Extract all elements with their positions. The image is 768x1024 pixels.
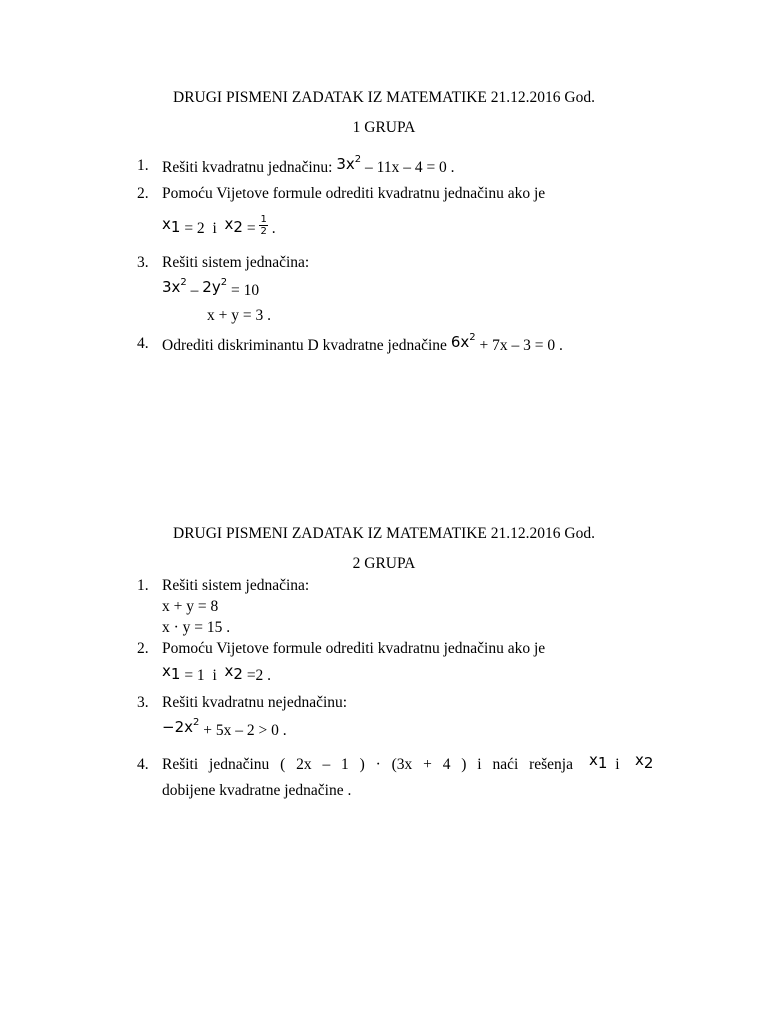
group2-item2-x2-val: =2 . <box>242 667 272 684</box>
group1-item2-frac-num: 1 <box>260 214 267 225</box>
group1-item2-values <box>162 214 276 241</box>
group2-item3-eq <box>162 717 287 740</box>
group1-item2-x2: x <box>224 215 234 234</box>
group2-item2-x2: x <box>224 662 234 680</box>
group1-item3-a-exp: 2 <box>180 277 187 288</box>
group1-item1-text: Rešiti kvadratnu jednačinu: <box>162 159 333 176</box>
group1-item1-number: 1. <box>137 157 149 174</box>
group1-item3-minus: – <box>190 282 199 299</box>
group1-item3-eq1 <box>162 277 260 300</box>
group1-item3-number: 3. <box>137 254 149 271</box>
group2-item4-roots <box>589 751 654 776</box>
group1-item4-number: 4. <box>137 335 149 352</box>
group1-item3-a: 3x <box>162 278 181 296</box>
group2-item3-text: Rešiti kvadratnu nejednačinu: <box>162 694 348 711</box>
group1-item1-coef: 3x <box>336 155 355 173</box>
group2-item1-eq1: x + y = 8 <box>162 598 219 615</box>
group2-item2-x1: x <box>162 662 171 680</box>
group1-item2-fraction <box>259 214 267 237</box>
group1-item2-text: Pomoću Vijetove formule odrediti kvadratnu jednačinu ako je <box>162 185 546 202</box>
group2-item1-eq2: x · y = 15 . <box>162 619 231 636</box>
group2-item2-and: i <box>212 667 217 684</box>
group1-item2-x1-val: = 2 <box>180 220 205 238</box>
group2-item4-text: Rešiti jednačinu ( 2x – 1 ) · (3x + 4 ) i naći rešenja <box>162 756 573 773</box>
group2-item1-number: 1. <box>137 577 149 594</box>
group2-item2-x1-sub: 1 <box>170 665 181 683</box>
group2-item3-exp: 2 <box>193 717 200 728</box>
group1-item2-x2-sub: 2 <box>233 218 243 237</box>
group2-item2-x1-val: = 1 <box>180 667 205 684</box>
group1-item2-eq: = <box>242 220 256 238</box>
group1-item2-and: i <box>212 220 217 238</box>
group1-item1-rest: – 11x – 4 = 0 . <box>361 159 455 176</box>
group1-item1-exp: 2 <box>354 154 362 165</box>
group2-item4-and: i <box>615 756 620 773</box>
group2-item3-coef: −2x <box>162 718 193 736</box>
group1-item4-exp: 2 <box>469 332 476 343</box>
group2-item4-x2: x <box>635 751 644 769</box>
group1-heading: DRUGI PISMENI ZADATAK IZ MATEMATIKE 21.12.2016 God. <box>173 89 595 106</box>
group1-item2-frac-den: 2 <box>260 226 267 237</box>
group2-item4-x1: x <box>589 751 598 769</box>
group1-item4 <box>162 332 563 355</box>
group2-item4-x2-sub: 2 <box>643 754 654 772</box>
group2-label: 2 GRUPA <box>352 555 416 572</box>
group1-item2-x1: x <box>162 215 171 234</box>
group2-item4-x1-sub: 1 <box>597 754 608 772</box>
group1-item3-b: 2y <box>202 278 221 296</box>
group2-item4-number: 4. <box>137 756 149 773</box>
group1-item3-eq2: x + y = 3 . <box>207 307 271 324</box>
group1-item1 <box>162 154 455 177</box>
group2-item2-number: 2. <box>137 640 149 657</box>
group1-item3-b-rest: = 10 <box>227 282 260 299</box>
group1-item3-text: Rešiti sistem jednačina: <box>162 254 310 271</box>
group2-item4-text2: dobijene kvadratne jednačine . <box>162 782 352 799</box>
group1-item4-rest: + 7x – 3 = 0 . <box>475 337 563 354</box>
group1-item3-b-exp: 2 <box>220 277 228 288</box>
group1-item2-number: 2. <box>137 185 149 202</box>
group1-item2-end: . <box>271 220 276 238</box>
group2-item2-x2-sub: 2 <box>233 665 243 683</box>
group2-heading: DRUGI PISMENI ZADATAK IZ MATEMATIKE 21.12.2016 God. <box>173 525 595 542</box>
group2-item2-values <box>162 662 272 687</box>
group1-label: 1 GRUPA <box>352 119 416 136</box>
group1-item2-x1-sub: 1 <box>170 218 181 237</box>
group2-item2-text: Pomoću Vijetove formule odrediti kvadratnu jednačinu ako je <box>162 640 546 657</box>
group2-item1-text: Rešiti sistem jednačina: <box>162 577 310 594</box>
group2-item3-rest: + 5x – 2 > 0 . <box>199 722 287 739</box>
group1-item4-text: Odrediti diskriminantu D kvadratne jednačine <box>162 337 447 354</box>
group2-item3-number: 3. <box>137 694 149 711</box>
group1-item4-coef: 6x <box>450 333 470 351</box>
